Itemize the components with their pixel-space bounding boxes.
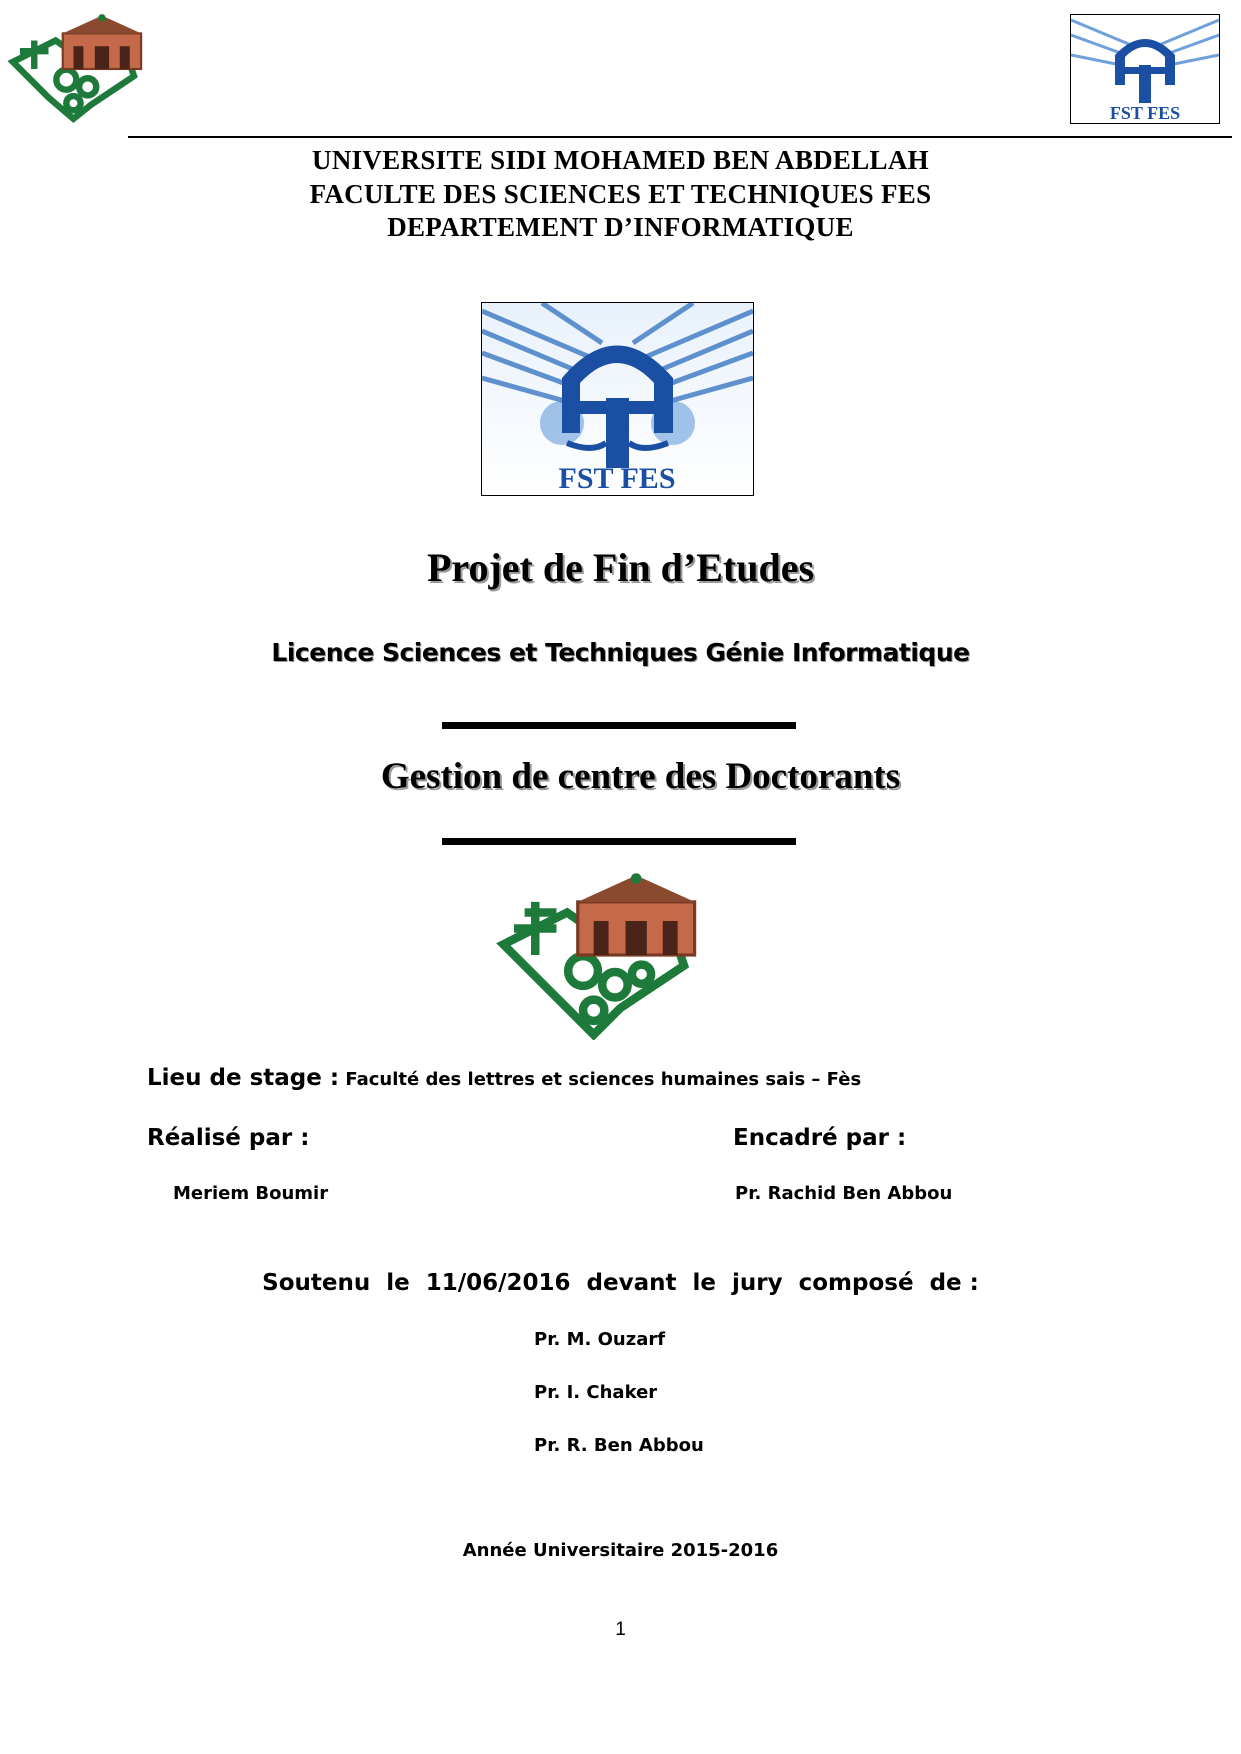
academic-year: Année Universitaire 2015-2016 — [462, 1540, 779, 1561]
title-bar-top — [442, 722, 796, 729]
subject-title: Gestion de centre des Doctorants — [380, 756, 901, 797]
jury-member: Pr. R. Ben Abbou — [534, 1435, 704, 1456]
department-name: DEPARTEMENT D’INFORMATIQUE — [387, 212, 854, 242]
fst-logo-center — [481, 302, 754, 496]
jury-heading: Soutenu le 11/06/2016 devant le jury composé de : — [262, 1270, 979, 1296]
degree-title: Licence Sciences et Techniques Génie Informatique — [271, 638, 970, 667]
fst-logo-top — [1070, 14, 1220, 124]
supervised-by-label: Encadré par : — [733, 1125, 907, 1151]
internship-place — [147, 1065, 861, 1091]
fst-logo-text: FST FES — [558, 462, 676, 495]
supervisor-name: Pr. Rachid Ben Abbou — [735, 1183, 953, 1204]
page-number: 1 — [615, 1619, 626, 1640]
flsh-logo-center — [490, 870, 708, 1040]
place-label: Lieu de stage : — [147, 1065, 340, 1091]
title-bar-bottom — [442, 838, 796, 845]
place-value: Faculté des lettres et sciences humaines sais – Fès — [339, 1069, 862, 1090]
project-title: Projet de Fin d’Etudes — [426, 545, 815, 590]
jury-member: Pr. I. Chaker — [534, 1382, 658, 1403]
realized-by-label: Réalisé par : — [147, 1125, 310, 1151]
university-name: UNIVERSITE SIDI MOHAMED BEN ABDELLAH — [312, 145, 929, 175]
faculty-name: FACULTE DES SCIENCES ET TECHNIQUES FES — [309, 179, 932, 209]
header-rule — [128, 136, 1232, 138]
jury-member: Pr. M. Ouzarf — [534, 1329, 666, 1350]
fst-logo-text-small: FST FES — [1109, 103, 1181, 123]
student-name: Meriem Boumir — [173, 1183, 329, 1204]
flsh-logo-top — [4, 12, 150, 126]
